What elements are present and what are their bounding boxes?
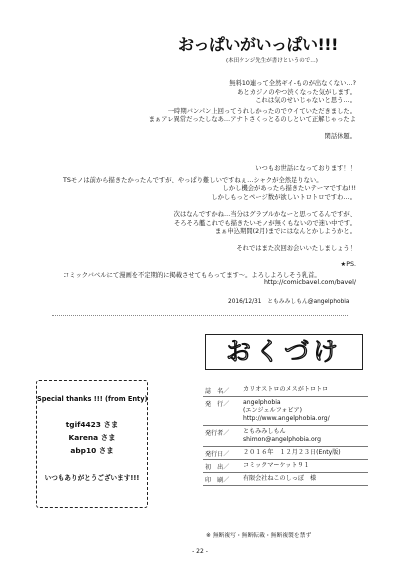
colophon-title-box (205, 334, 363, 370)
ps-url-link[interactable]: http://comicbavel.com/bavel/ (263, 279, 356, 286)
info-row-title (203, 384, 368, 397)
info-key: 発 行／ (205, 401, 230, 408)
info-row-printer (203, 473, 368, 486)
text-line: 無料10連って全然ギイ-ものが出なくない…? (229, 80, 356, 87)
info-value: (エンジェルフォビア) (243, 407, 303, 414)
afterword-closing: それではまた次回お会いいたしましょう！ (236, 245, 356, 252)
text-line: まぁアレ異常だったしなあ…アナトさくっとるのしといて正解じゃったよ (148, 116, 356, 124)
afterword-title: おっぱいがいっぱい!!! (178, 35, 338, 54)
info-row-author (203, 426, 368, 447)
info-row-date (203, 447, 368, 460)
text-line: しかし機会があったら描きたいテーマですね!!! (222, 185, 356, 192)
info-key: 誌 名／ (205, 388, 230, 395)
thanks-name: Karena さま (68, 433, 116, 442)
colophon-title: おくづけ (225, 337, 342, 366)
text-line: 次はなんですかね…当分はグラブルかなーと思ってるんですが、 (173, 211, 356, 218)
text-line: そろそろ艦これでも描きたいモノが無くもないので迷い中です。 (173, 219, 356, 227)
date-signature: 2016/12/31 ともみみしもん@angelphobia (228, 299, 350, 305)
section-divider (52, 315, 348, 316)
info-key: 発行日／ (205, 451, 230, 458)
afterword-paragraph-3 (174, 211, 356, 237)
page-number: - 22 - (192, 548, 208, 555)
afterword-paragraph-2b: TSモノは前から描きたかったんですが、やっぱり難しいですねぇ…シャクが全然足りない。 (63, 177, 323, 184)
info-value: ２０１６年 １２月２３日(Enty版) (243, 449, 341, 456)
afterword-paragraph-2c (211, 185, 356, 202)
text-line: あとカジノのやつ渋くなった気がします。 (237, 88, 356, 96)
thanks-name: tgif4423 さま (65, 420, 119, 429)
info-value: コミックマーケット９１ (243, 462, 310, 469)
afterword-paragraph-1 (149, 80, 356, 125)
info-value: ともみみしもん (243, 428, 286, 435)
text-line: 一時期バンパン上回ってうれしかったのでウイていただきました。 (167, 107, 356, 115)
ps-text: コミックバベルにて漫画を不定期的に掲載させてもらってます～。よろしよろしそう乳首。 (63, 272, 321, 279)
copyright-notice: ※ 無断複写・無断転載・無断複製を禁ず (206, 533, 312, 539)
info-row-publisher (203, 397, 368, 426)
ps-label: ★PS. (340, 261, 356, 268)
afterword-paragraph-2a: いつもお世話になっております！！ (255, 165, 356, 172)
thanks-closing: いつもありがとうございます!!! (44, 474, 140, 482)
text-line: しかしもっとページ数が欲しいトロトロですわ…。 (211, 193, 356, 201)
info-value: angelphobia (243, 399, 281, 406)
afterword-gossip: 閑話休題。 (324, 133, 356, 140)
afterword-subtitle: (本田ケンジ先生が書けというので…) (226, 58, 318, 64)
special-thanks-box (36, 380, 148, 508)
thanks-name: abp10 さま (70, 446, 114, 455)
text-line: これは気のせいじゃないと思う…。 (255, 97, 356, 105)
info-key: 印 刷／ (205, 477, 230, 484)
colophon-info-table (203, 384, 368, 486)
author-email-link[interactable]: shimon@angelphobia.org (243, 436, 321, 443)
publisher-url-link[interactable]: http://www.angelphobia.org/ (243, 415, 330, 422)
thanks-heading: Special thanks !!! (from Enty) (37, 395, 148, 403)
info-key: 発行者／ (205, 430, 230, 437)
text-line: まぁ申込期間(2月)までにはなんとかしようかと。 (214, 228, 356, 236)
info-value: カリオストロのメスがトロトロ (243, 386, 329, 393)
info-value: 有限会社ねこのしっぽ 様 (243, 475, 317, 482)
info-key: 初 出／ (205, 464, 230, 471)
info-row-first-appearance (203, 460, 368, 473)
